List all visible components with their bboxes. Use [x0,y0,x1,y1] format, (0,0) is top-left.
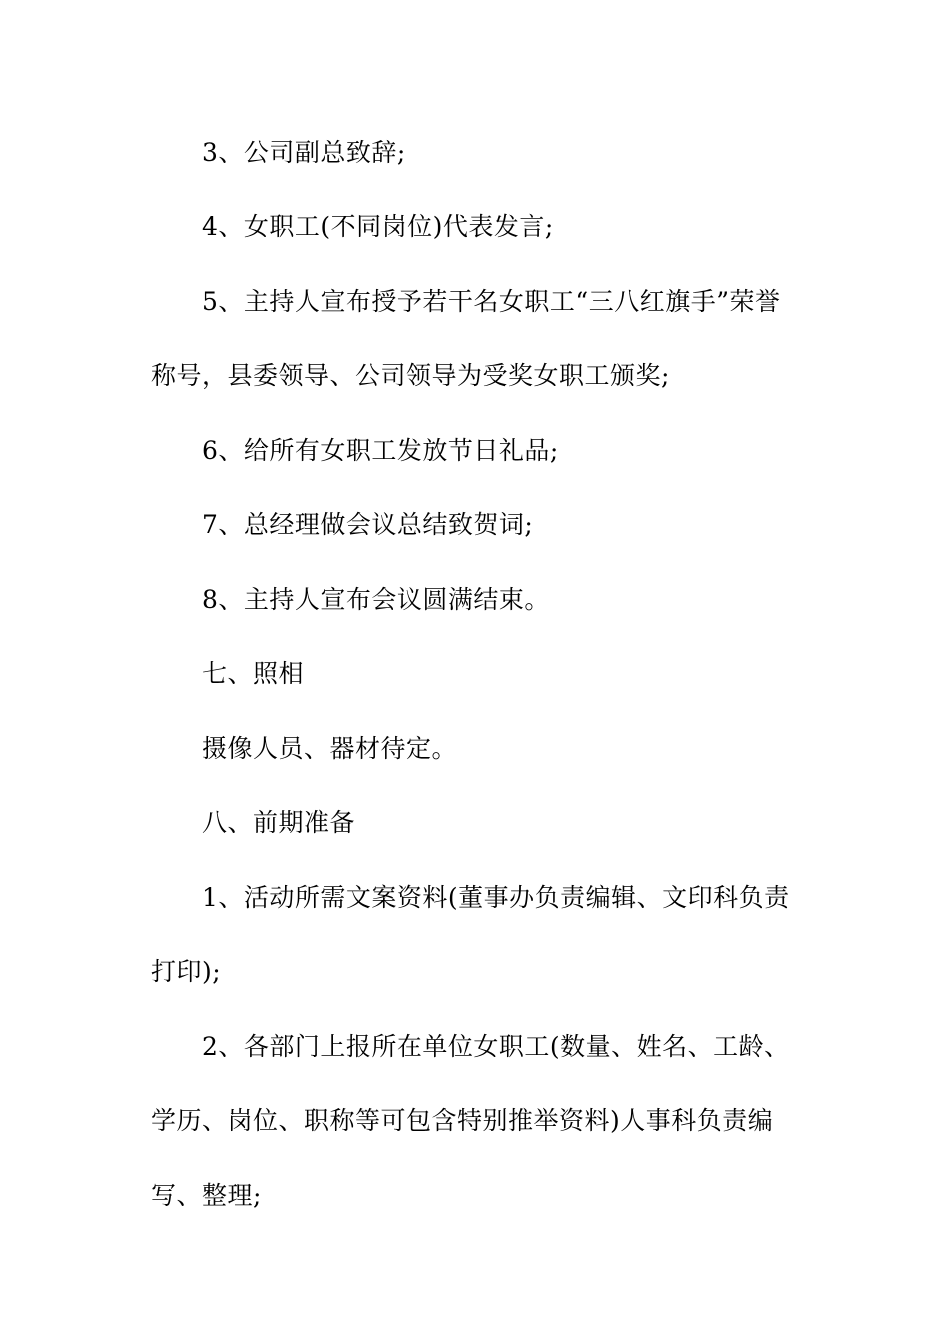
text-line: 5、主持人宣布授予若干名女职工“三八红旗手”荣誉 [202,287,781,316]
text-line: 6、给所有女职工发放节日礼品; [202,436,559,465]
text-line: 8、主持人宣布会议圆满结束。 [202,585,550,614]
text-line: 1、活动所需文案资料(董事办负责编辑、文印科负责 [202,883,790,912]
section-heading: 八、前期准备 [202,808,356,837]
text-line: 打印); [151,957,222,986]
text-line: 4、女职工(不同岗位)代表发言; [202,212,554,241]
section-heading: 七、照相 [202,659,305,688]
text-line: 3、公司副总致辞; [202,138,406,167]
text-line: 学历、岗位、职称等可包含特别推举资料)人事科负责编 [151,1106,774,1135]
text-line: 2、各部门上报所在单位女职工(数量、姓名、工龄、 [202,1032,790,1061]
text-line: 摄像人员、器材待定。 [202,734,458,763]
text-line: 7、总经理做会议总结致贺词; [202,510,534,539]
text-line: 称号，县委领导、公司领导为受奖女职工颁奖; [151,361,670,390]
text-line: 写、整理; [151,1181,262,1210]
